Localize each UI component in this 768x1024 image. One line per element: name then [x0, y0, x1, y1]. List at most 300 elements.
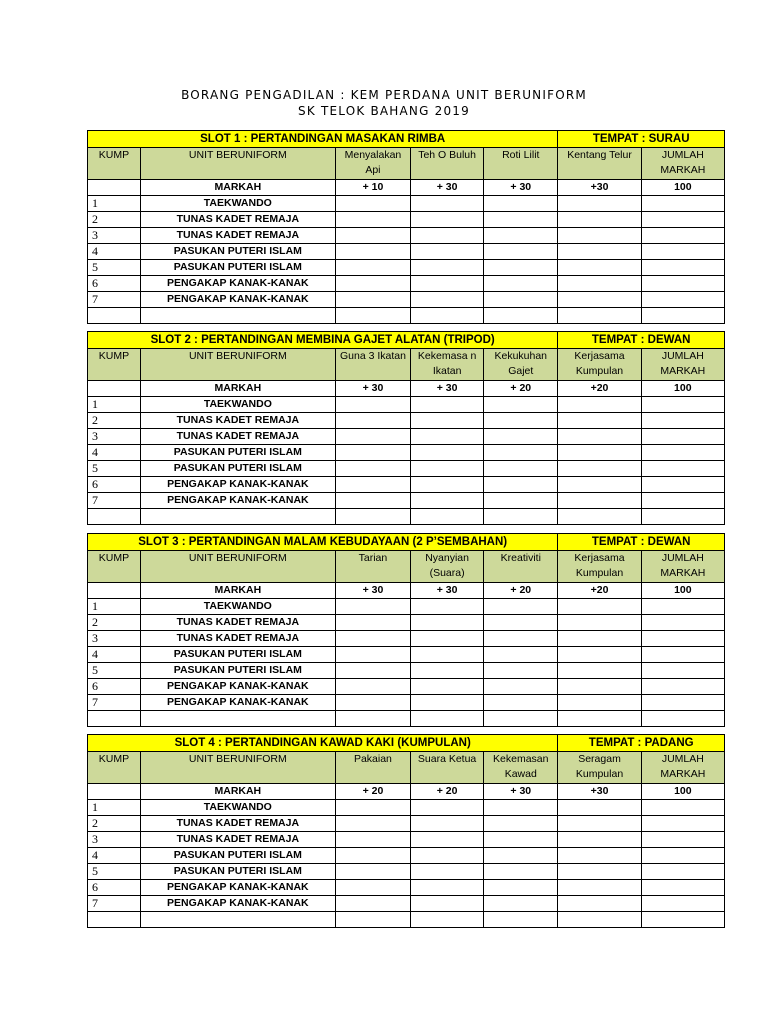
max-mark: +30	[558, 784, 641, 800]
blank-cell	[641, 308, 724, 324]
score-cell[interactable]	[641, 647, 724, 663]
blank-cell	[140, 308, 335, 324]
blank-cell	[140, 509, 335, 525]
score-cell[interactable]	[641, 461, 724, 477]
score-cell[interactable]	[558, 228, 641, 244]
blank-cell	[484, 912, 558, 928]
criteria-header: Nyanyian (Suara)	[411, 551, 484, 583]
unit-name: TUNAS KADET REMAJA	[140, 832, 335, 848]
criteria-header: JUMLAH MARKAH	[641, 349, 724, 381]
score-cell[interactable]	[558, 896, 641, 912]
score-cell[interactable]	[558, 848, 641, 864]
score-cell[interactable]	[411, 663, 484, 679]
max-mark: 100	[641, 784, 724, 800]
form-title: BORANG PENGADILAN : KEM PERDANA UNIT BERUNIFORM	[181, 88, 587, 102]
unit-name: PASUKAN PUTERI ISLAM	[140, 461, 335, 477]
criteria-header: Kreativiti	[484, 551, 558, 583]
score-cell[interactable]	[484, 445, 558, 461]
score-cell[interactable]	[411, 292, 484, 308]
score-cell[interactable]	[484, 695, 558, 711]
score-cell[interactable]	[484, 244, 558, 260]
score-cell[interactable]	[641, 896, 724, 912]
score-cell[interactable]	[484, 228, 558, 244]
criteria-header: Teh O Buluh	[411, 148, 484, 180]
unit-name: PASUKAN PUTERI ISLAM	[140, 244, 335, 260]
score-cell[interactable]	[335, 477, 410, 493]
group-number: 5	[88, 864, 141, 880]
score-cell[interactable]	[411, 276, 484, 292]
blank-cell	[140, 711, 335, 727]
score-cell[interactable]	[558, 679, 641, 695]
group-number: 4	[88, 244, 141, 260]
score-cell[interactable]	[558, 196, 641, 212]
score-cell[interactable]	[411, 228, 484, 244]
unit-header: UNIT BERUNIFORM	[140, 752, 335, 784]
score-cell[interactable]	[641, 196, 724, 212]
unit-name: PENGAKAP KANAK-KANAK	[140, 880, 335, 896]
max-mark: + 30	[484, 784, 558, 800]
score-cell[interactable]	[411, 599, 484, 615]
max-mark: + 30	[411, 180, 484, 196]
group-number: 2	[88, 212, 141, 228]
max-mark: + 20	[484, 381, 558, 397]
table-row	[88, 599, 725, 615]
criteria-header: Seragam Kumpulan	[558, 752, 641, 784]
score-cell[interactable]	[335, 663, 410, 679]
blank-cell	[558, 711, 641, 727]
table-row	[88, 615, 725, 631]
table-row	[88, 244, 725, 260]
score-cell[interactable]	[558, 477, 641, 493]
unit-header: UNIT BERUNIFORM	[140, 551, 335, 583]
score-cell[interactable]	[411, 429, 484, 445]
slot-title: SLOT 3 : PERTANDINGAN MALAM KEBUDAYAAN (2 P’SEMBAHAN)	[88, 534, 558, 551]
unit-name: TUNAS KADET REMAJA	[140, 816, 335, 832]
score-cell[interactable]	[558, 599, 641, 615]
score-cell[interactable]	[411, 493, 484, 509]
score-cell[interactable]	[641, 816, 724, 832]
criteria-header: Pakaian	[335, 752, 410, 784]
score-cell[interactable]	[484, 477, 558, 493]
score-cell[interactable]	[641, 679, 724, 695]
score-cell[interactable]	[641, 292, 724, 308]
group-number: 1	[88, 599, 141, 615]
score-cell[interactable]	[411, 679, 484, 695]
criteria-header: Kerjasama Kumpulan	[558, 349, 641, 381]
score-cell[interactable]	[484, 599, 558, 615]
max-mark: + 20	[411, 784, 484, 800]
group-number: 5	[88, 260, 141, 276]
score-cell[interactable]	[641, 445, 724, 461]
score-cell[interactable]	[484, 397, 558, 413]
blank-cell	[411, 308, 484, 324]
score-cell[interactable]	[641, 212, 724, 228]
group-number: 3	[88, 228, 141, 244]
table-row	[88, 477, 725, 493]
criteria-header: Kekemasa n Ikatan	[411, 349, 484, 381]
score-cell[interactable]	[411, 631, 484, 647]
score-cell[interactable]	[641, 880, 724, 896]
score-cell[interactable]	[558, 445, 641, 461]
group-number: 2	[88, 615, 141, 631]
score-cell[interactable]	[484, 413, 558, 429]
score-cell[interactable]	[484, 647, 558, 663]
score-cell[interactable]	[484, 260, 558, 276]
score-cell[interactable]	[558, 864, 641, 880]
score-cell[interactable]	[641, 695, 724, 711]
blank-cell	[88, 381, 141, 397]
group-number: 6	[88, 679, 141, 695]
score-cell[interactable]	[558, 397, 641, 413]
score-cell[interactable]	[335, 413, 410, 429]
unit-name: TAEKWANDO	[140, 599, 335, 615]
score-cell[interactable]	[558, 695, 641, 711]
max-mark: +20	[558, 583, 641, 599]
group-number: 4	[88, 445, 141, 461]
score-cell[interactable]	[641, 477, 724, 493]
table-row	[88, 196, 725, 212]
blank-cell	[88, 912, 141, 928]
table-row	[88, 276, 725, 292]
unit-name: TUNAS KADET REMAJA	[140, 615, 335, 631]
table-row	[88, 631, 725, 647]
criteria-header: JUMLAH MARKAH	[641, 551, 724, 583]
criteria-header: Kentang Telur	[558, 148, 641, 180]
score-cell[interactable]	[484, 196, 558, 212]
score-cell[interactable]	[641, 864, 724, 880]
blank-cell	[140, 912, 335, 928]
unit-name: PASUKAN PUTERI ISLAM	[140, 864, 335, 880]
blank-cell	[88, 583, 141, 599]
score-cell[interactable]	[641, 397, 724, 413]
score-cell[interactable]	[411, 260, 484, 276]
table-row	[88, 695, 725, 711]
table-row	[88, 260, 725, 276]
score-cell[interactable]	[484, 832, 558, 848]
score-cell[interactable]	[411, 212, 484, 228]
score-cell[interactable]	[411, 695, 484, 711]
slot-table-4	[87, 734, 725, 928]
score-cell[interactable]	[484, 429, 558, 445]
score-cell[interactable]	[335, 292, 410, 308]
score-cell[interactable]	[484, 816, 558, 832]
slot-location: TEMPAT : DEWAN	[558, 534, 725, 551]
slot-title: SLOT 4 : PERTANDINGAN KAWAD KAKI (KUMPULAN)	[88, 735, 558, 752]
max-mark: + 20	[335, 784, 410, 800]
unit-name: PENGAKAP KANAK-KANAK	[140, 477, 335, 493]
score-cell[interactable]	[335, 679, 410, 695]
unit-name: TAEKWANDO	[140, 800, 335, 816]
table-row	[88, 212, 725, 228]
unit-name: PASUKAN PUTERI ISLAM	[140, 663, 335, 679]
blank-cell	[411, 711, 484, 727]
score-cell[interactable]	[411, 800, 484, 816]
criteria-header: Roti Lilit	[484, 148, 558, 180]
score-cell[interactable]	[484, 800, 558, 816]
table-row	[88, 397, 725, 413]
score-cell[interactable]	[335, 880, 410, 896]
score-cell[interactable]	[641, 800, 724, 816]
score-cell[interactable]	[411, 832, 484, 848]
score-cell[interactable]	[558, 244, 641, 260]
score-cell[interactable]	[411, 816, 484, 832]
score-cell[interactable]	[641, 493, 724, 509]
score-cell[interactable]	[411, 196, 484, 212]
unit-name: TUNAS KADET REMAJA	[140, 429, 335, 445]
blank-cell	[641, 912, 724, 928]
table-row	[88, 461, 725, 477]
unit-name: TUNAS KADET REMAJA	[140, 631, 335, 647]
score-cell[interactable]	[411, 647, 484, 663]
markah-label: MARKAH	[140, 583, 335, 599]
score-cell[interactable]	[484, 880, 558, 896]
score-cell[interactable]	[335, 647, 410, 663]
markah-label: MARKAH	[140, 784, 335, 800]
score-cell[interactable]	[335, 800, 410, 816]
max-mark: +30	[558, 180, 641, 196]
criteria-header: Kekemasan Kawad	[484, 752, 558, 784]
table-row	[88, 679, 725, 695]
score-cell[interactable]	[335, 244, 410, 260]
score-cell[interactable]	[558, 631, 641, 647]
score-cell[interactable]	[335, 816, 410, 832]
unit-name: PASUKAN PUTERI ISLAM	[140, 647, 335, 663]
group-number: 1	[88, 196, 141, 212]
unit-name: PENGAKAP KANAK-KANAK	[140, 276, 335, 292]
unit-name: PENGAKAP KANAK-KANAK	[140, 695, 335, 711]
blank-cell	[335, 912, 410, 928]
score-cell[interactable]	[484, 679, 558, 695]
score-cell[interactable]	[335, 896, 410, 912]
score-cell[interactable]	[411, 896, 484, 912]
score-cell[interactable]	[641, 244, 724, 260]
group-number: 6	[88, 276, 141, 292]
unit-name: PENGAKAP KANAK-KANAK	[140, 679, 335, 695]
blank-cell	[484, 509, 558, 525]
score-cell[interactable]	[484, 663, 558, 679]
score-cell[interactable]	[558, 493, 641, 509]
group-number: 4	[88, 848, 141, 864]
score-cell[interactable]	[411, 615, 484, 631]
blank-cell	[558, 912, 641, 928]
unit-name: TAEKWANDO	[140, 397, 335, 413]
slot-title: SLOT 1 : PERTANDINGAN MASAKAN RIMBA	[88, 131, 558, 148]
score-cell[interactable]	[558, 615, 641, 631]
unit-name: PASUKAN PUTERI ISLAM	[140, 848, 335, 864]
table-row	[88, 816, 725, 832]
max-mark: + 30	[411, 583, 484, 599]
score-cell[interactable]	[411, 864, 484, 880]
slot-location: TEMPAT : DEWAN	[558, 332, 725, 349]
score-cell[interactable]	[484, 461, 558, 477]
score-cell[interactable]	[484, 292, 558, 308]
score-cell[interactable]	[641, 615, 724, 631]
table-row	[88, 647, 725, 663]
unit-name: TAEKWANDO	[140, 196, 335, 212]
criteria-header: JUMLAH MARKAH	[641, 752, 724, 784]
table-row	[88, 663, 725, 679]
score-cell[interactable]	[335, 493, 410, 509]
slot-table-1	[87, 130, 725, 324]
slot-table-2	[87, 331, 725, 525]
blank-cell	[484, 711, 558, 727]
score-cell[interactable]	[335, 599, 410, 615]
score-cell[interactable]	[411, 413, 484, 429]
group-number: 4	[88, 647, 141, 663]
score-cell[interactable]	[335, 631, 410, 647]
criteria-header: Menyalakan Api	[335, 148, 410, 180]
table-row	[88, 493, 725, 509]
score-cell[interactable]	[335, 864, 410, 880]
score-cell[interactable]	[484, 212, 558, 228]
score-cell[interactable]	[484, 864, 558, 880]
score-cell[interactable]	[484, 493, 558, 509]
score-cell[interactable]	[558, 276, 641, 292]
score-cell[interactable]	[411, 244, 484, 260]
table-row	[88, 445, 725, 461]
score-cell[interactable]	[411, 477, 484, 493]
group-number: 7	[88, 695, 141, 711]
slot-location: TEMPAT : PADANG	[558, 735, 725, 752]
score-cell[interactable]	[484, 615, 558, 631]
blank-cell	[88, 308, 141, 324]
score-cell[interactable]	[335, 397, 410, 413]
score-cell[interactable]	[558, 461, 641, 477]
score-cell[interactable]	[335, 228, 410, 244]
blank-cell	[484, 308, 558, 324]
blank-cell	[88, 180, 141, 196]
score-cell[interactable]	[558, 292, 641, 308]
score-cell[interactable]	[335, 832, 410, 848]
unit-name: PENGAKAP KANAK-KANAK	[140, 493, 335, 509]
score-cell[interactable]	[558, 663, 641, 679]
group-number: 3	[88, 832, 141, 848]
score-cell[interactable]	[558, 816, 641, 832]
table-row	[88, 292, 725, 308]
group-number: 3	[88, 429, 141, 445]
score-cell[interactable]	[335, 276, 410, 292]
group-number: 7	[88, 493, 141, 509]
blank-cell	[88, 509, 141, 525]
kump-header: KUMP	[88, 349, 141, 381]
score-cell[interactable]	[411, 397, 484, 413]
criteria-header: Guna 3 Ikatan	[335, 349, 410, 381]
group-number: 1	[88, 397, 141, 413]
score-cell[interactable]	[484, 631, 558, 647]
score-cell[interactable]	[335, 212, 410, 228]
table-row	[88, 896, 725, 912]
score-cell[interactable]	[641, 228, 724, 244]
score-cell[interactable]	[335, 445, 410, 461]
markah-label: MARKAH	[140, 180, 335, 196]
blank-cell	[335, 308, 410, 324]
table-row	[88, 800, 725, 816]
score-cell[interactable]	[558, 832, 641, 848]
score-cell[interactable]	[558, 429, 641, 445]
unit-name: PASUKAN PUTERI ISLAM	[140, 445, 335, 461]
score-cell[interactable]	[411, 461, 484, 477]
group-number: 1	[88, 800, 141, 816]
slot-location: TEMPAT : SURAU	[558, 131, 725, 148]
score-cell[interactable]	[335, 429, 410, 445]
score-cell[interactable]	[411, 880, 484, 896]
score-cell[interactable]	[558, 800, 641, 816]
unit-name: PENGAKAP KANAK-KANAK	[140, 896, 335, 912]
score-cell[interactable]	[641, 631, 724, 647]
kump-header: KUMP	[88, 148, 141, 180]
slot-table-3	[87, 533, 725, 727]
criteria-header: Kerjasama Kumpulan	[558, 551, 641, 583]
group-number: 7	[88, 896, 141, 912]
blank-cell	[641, 509, 724, 525]
max-mark: + 30	[335, 583, 410, 599]
criteria-header: JUMLAH MARKAH	[641, 148, 724, 180]
score-cell[interactable]	[641, 413, 724, 429]
blank-cell	[411, 912, 484, 928]
max-mark: + 10	[335, 180, 410, 196]
score-cell[interactable]	[641, 599, 724, 615]
form-subtitle: SK TELOK BAHANG 2019	[298, 104, 470, 118]
score-cell[interactable]	[335, 695, 410, 711]
score-cell[interactable]	[641, 663, 724, 679]
score-cell[interactable]	[335, 196, 410, 212]
slot-title: SLOT 2 : PERTANDINGAN MEMBINA GAJET ALATAN (TRIPOD)	[88, 332, 558, 349]
table-row	[88, 864, 725, 880]
score-cell[interactable]	[484, 848, 558, 864]
table-row	[88, 832, 725, 848]
score-cell[interactable]	[335, 848, 410, 864]
max-mark: + 30	[484, 180, 558, 196]
score-cell[interactable]	[484, 276, 558, 292]
score-cell[interactable]	[641, 260, 724, 276]
score-cell[interactable]	[641, 848, 724, 864]
score-cell[interactable]	[558, 880, 641, 896]
score-cell[interactable]	[484, 896, 558, 912]
score-cell[interactable]	[558, 212, 641, 228]
max-mark: + 20	[484, 583, 558, 599]
max-mark: + 30	[411, 381, 484, 397]
criteria-header: Tarian	[335, 551, 410, 583]
unit-header: UNIT BERUNIFORM	[140, 148, 335, 180]
unit-name: PENGAKAP KANAK-KANAK	[140, 292, 335, 308]
score-cell[interactable]	[641, 276, 724, 292]
table-row	[88, 228, 725, 244]
blank-cell	[335, 711, 410, 727]
group-number: 6	[88, 880, 141, 896]
score-cell[interactable]	[558, 413, 641, 429]
score-cell[interactable]	[641, 429, 724, 445]
group-number: 3	[88, 631, 141, 647]
max-mark: +20	[558, 381, 641, 397]
max-mark: + 30	[335, 381, 410, 397]
group-number: 2	[88, 816, 141, 832]
blank-cell	[641, 711, 724, 727]
markah-label: MARKAH	[140, 381, 335, 397]
score-cell[interactable]	[411, 848, 484, 864]
group-number: 7	[88, 292, 141, 308]
table-row	[88, 880, 725, 896]
blank-cell	[558, 308, 641, 324]
score-cell[interactable]	[558, 647, 641, 663]
score-cell[interactable]	[335, 260, 410, 276]
score-cell[interactable]	[558, 260, 641, 276]
score-cell[interactable]	[641, 832, 724, 848]
kump-header: KUMP	[88, 752, 141, 784]
score-cell[interactable]	[335, 461, 410, 477]
max-mark: 100	[641, 381, 724, 397]
score-cell[interactable]	[335, 615, 410, 631]
score-cell[interactable]	[411, 445, 484, 461]
